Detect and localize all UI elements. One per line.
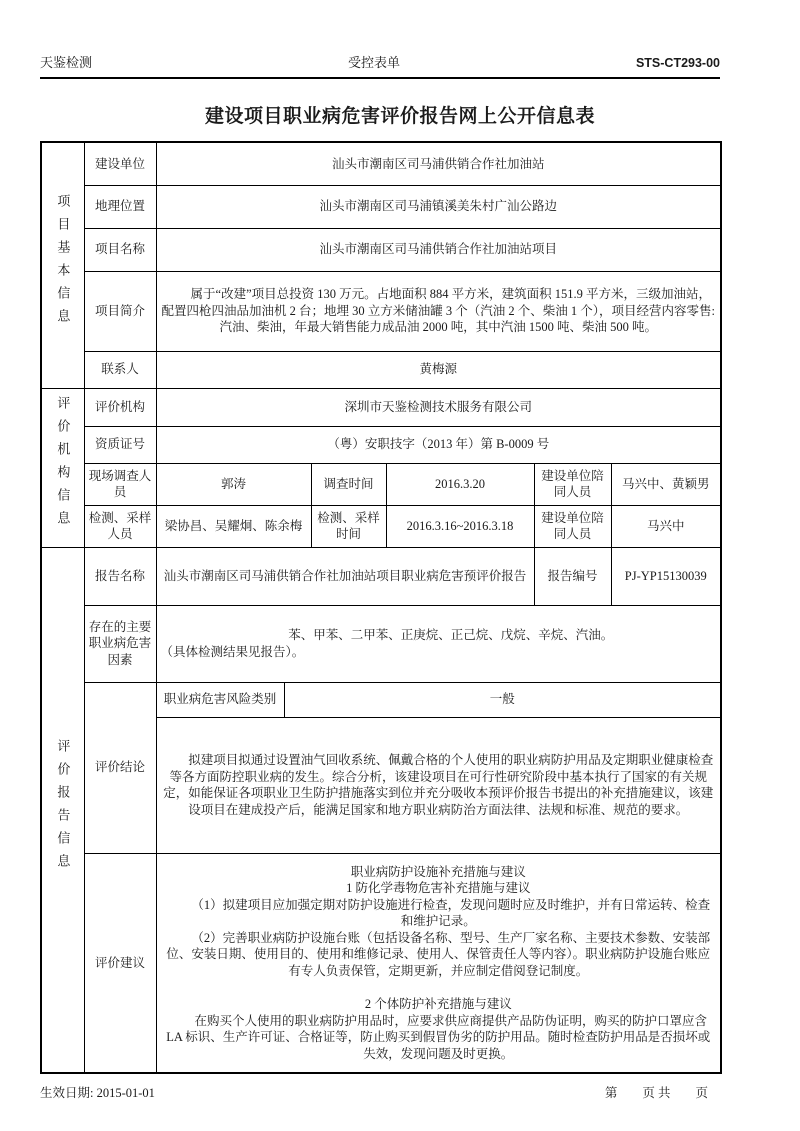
sampling-escort-label: 建设单位陪同人员	[534, 505, 611, 547]
suggestions-item-1: （1）拟建项目应加强定期对防护设施进行检查，发现问题时应及时维护，并有日常运转、检查和维护记录。	[191, 897, 711, 928]
project-brief-label: 项目简介	[84, 271, 156, 351]
survey-escort-value: 马兴中、黄颖男	[611, 463, 721, 505]
row-sampling-personnel	[41, 505, 721, 547]
row-hazard-factors	[41, 605, 721, 682]
contact-label: 联系人	[84, 351, 156, 388]
report-number-value: PJ-YP15130039	[611, 547, 721, 605]
survey-personnel-value: 郭涛	[156, 463, 311, 505]
project-name-label: 项目名称	[84, 228, 156, 271]
category-project-info-label: 项目基本信息	[55, 194, 71, 332]
suggestions-section-2: 2 个体防护补充措施与建议	[364, 997, 512, 1011]
header-doc-number: STS-CT293-00	[635, 56, 720, 70]
construction-unit-value: 汕头市潮南区司马浦供销合作社加油站	[156, 142, 721, 185]
sampling-personnel-label: 检测、采样人员	[84, 505, 156, 547]
hazard-factors-list: 苯、甲苯、二甲苯、正庚烷、正己烷、戊烷、辛烷、汽油。	[288, 628, 614, 642]
category-agency-info-label: 评价机构信息	[55, 396, 71, 535]
category-report-info	[41, 547, 84, 1073]
report-name-label: 报告名称	[84, 547, 156, 605]
qualification-value: （粤）安职技字（2013 年）第 B-0009 号	[156, 426, 721, 463]
project-name-value: 汕头市潮南区司马浦供销合作社加油站项目	[156, 228, 721, 271]
category-agency-info	[41, 388, 84, 547]
sampling-escort-value: 马兴中	[611, 505, 721, 547]
report-name-value: 汕头市潮南区司马浦供销合作社加油站项目职业病危害预评价报告	[156, 547, 534, 605]
location-label: 地理位置	[84, 185, 156, 228]
construction-unit-label: 建设单位	[84, 142, 156, 185]
project-brief-value	[156, 271, 721, 351]
sampling-time-value: 2016.3.16~2016.3.18	[386, 505, 534, 547]
row-risk-category	[41, 682, 721, 717]
survey-escort-label: 建设单位陪同人员	[534, 463, 611, 505]
row-report-name	[41, 547, 721, 605]
project-brief-text: 属于“改建”项目总投资 130 万元。占地面积 884 平方米，建筑面积 151.9 平方米，三级加油站，配置四枪四油品加油机 2 台；地埋 30 立方米储油罐 3 个（汽油 2 个、柴油 1 个），项目经营内容零售: 汽油、柴油，年最大销售能力成品油 2000 吨，其中汽油 1500 吨、柴油 500 吨。	[161, 287, 715, 335]
row-qualification	[41, 426, 721, 463]
survey-time-label: 调查时间	[311, 463, 386, 505]
page-footer	[40, 1083, 720, 1101]
suggestions-heading: 职业病防护设施补充措施与建议	[350, 864, 526, 879]
risk-category-label: 职业病危害风险类别	[156, 682, 284, 717]
row-construction-unit	[41, 142, 721, 185]
risk-category-value: 一般	[284, 682, 721, 717]
agency-label: 评价机构	[84, 388, 156, 426]
hazard-factors-note: （具体检测结果见报告）。	[160, 644, 305, 659]
hazard-factors-value	[156, 605, 721, 682]
location-value: 汕头市潮南区司马浦镇溪美朱村广汕公路边	[156, 185, 721, 228]
conclusion-text: 拟建项目拟通过设置油气回收系统、佩戴合格的个人使用的职业病防护用品及定期职业健康检查等各方面防控职业病的发生。综合分析，该建设项目在可行性研究阶段中基本执行了国家的有关规定，如能保证各项职业卫生防护措施落实到位并充分吸收本预评价报告书提出的补充措施建议，该建设项目在建成投产后，能满足国家和地方职业病防治方面法律、法规和标准、规范的要求。	[163, 753, 714, 817]
page-title: 建设项目职业病危害评价报告网上公开信息表	[204, 106, 595, 127]
row-location	[41, 185, 721, 228]
category-report-info-label: 评价报告信息	[55, 738, 71, 877]
page-number: 第 页 共 页	[604, 1086, 708, 1100]
row-agency	[41, 388, 721, 426]
effective-date: 生效日期: 2015-01-01	[40, 1086, 155, 1100]
conclusion-value	[156, 717, 721, 853]
category-project-info	[41, 142, 84, 388]
survey-personnel-label: 现场调查人员	[84, 463, 156, 505]
suggestions-item-3: 在购买个人使用的职业病防护用品时，应要求供应商提供产品防伪证明，购买的防护口罩应含 LA 标识、生产许可证、合格证等，防止购买到假冒伪劣的防护用品。随时检查防护用品是否损坏或失效，发现问题及时更换。	[166, 1013, 711, 1061]
row-project-name	[41, 228, 721, 271]
sampling-time-label: 检测、采样时间	[311, 505, 386, 547]
conclusion-label: 评价结论	[84, 682, 156, 853]
report-number-label: 报告编号	[534, 547, 611, 605]
suggestions-section-1: 1 防化学毒物危害补充措施与建议	[346, 881, 531, 895]
header-control-label: 受控表单	[347, 55, 400, 70]
contact-value: 黄梅源	[156, 351, 721, 388]
qualification-label: 资质证号	[84, 426, 156, 463]
suggestions-item-2: （2）完善职业病防护设施台账（包括设备名称、型号、生产厂家名称、主要技术参数、安装部位、安装日期、使用目的、使用和维修记录、使用人、保管责任人等内容）。职业病防护设施台账应有专人负责保管，定期更新，并应制定借阅登记制度。	[166, 930, 711, 978]
agency-value: 深圳市天鉴检测技术服务有限公司	[156, 388, 721, 426]
info-table	[40, 141, 722, 1074]
hazard-factors-label: 存在的主要职业病危害因素	[84, 605, 156, 682]
row-contact	[41, 351, 721, 388]
sampling-personnel-value: 梁协昌、吴耀炯、陈余梅	[156, 505, 311, 547]
suggestions-label: 评价建议	[84, 853, 156, 1073]
row-survey-personnel	[41, 463, 721, 505]
survey-time-value: 2016.3.20	[386, 463, 534, 505]
row-project-brief	[41, 271, 721, 351]
row-suggestions	[41, 853, 721, 1073]
suggestions-value	[156, 853, 721, 1073]
header-company: 天鉴检测	[40, 55, 93, 70]
page-header	[40, 52, 720, 79]
